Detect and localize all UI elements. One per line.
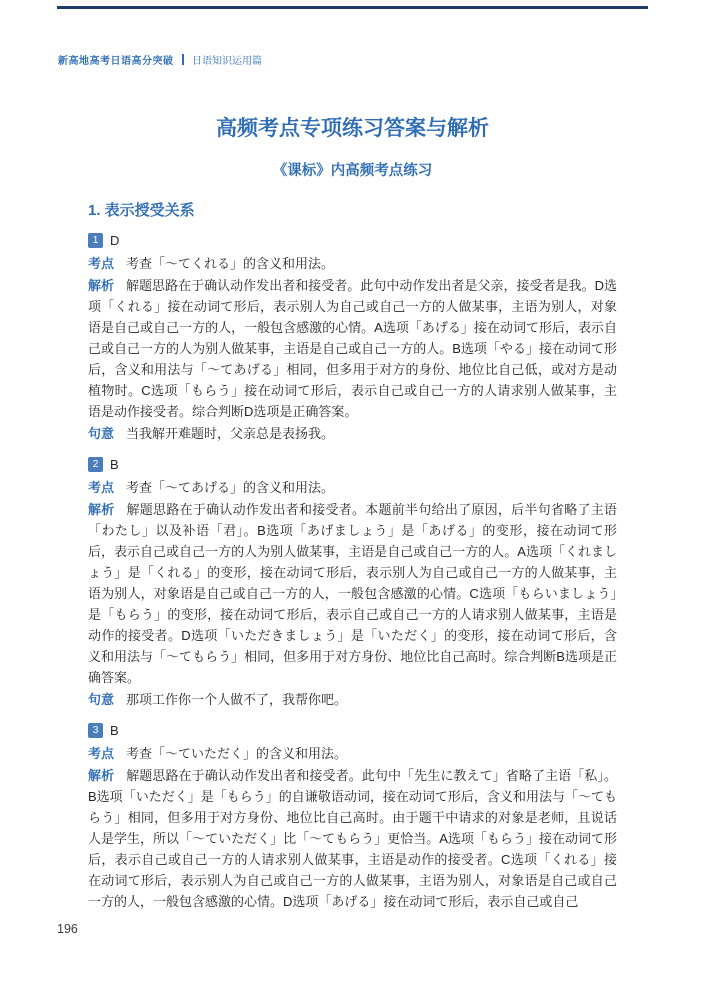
top-rule [57, 6, 648, 9]
question-number-badge: 1 [88, 233, 103, 248]
juyi-text: 当我解开难题时，父亲总是表扬我。 [126, 426, 335, 441]
question-block-3 [88, 722, 617, 912]
juyi-paragraph [88, 689, 617, 710]
running-header [58, 52, 262, 67]
jiexi-text: 解题思路在于确认动作发出者和接受者。此句中动作发出者是父亲，接受者是我。D选项「くれる」接在动词て形后，表示别人为自己或自己一方的人做某事，主语为别人，对象语是自己或自己一方的人，一般包含感激的心情。A选项「あげる」接在动词て形后，表示自己或自己一方的人为别人做某事，主语是自己或自己一方的人。B选项「やる」接在动词て形后，含义和用法与「～てあげる」相同，但多用于对方的身份、地位比自己低，或对方是动植物时。C选项「もらう」接在动词て形后，表示自己或自己一方的人请求别人做某事，主语是动作接受者。综合判断D选项是正确答案。 [88, 278, 617, 419]
kaodian-paragraph [88, 743, 617, 764]
kaodian-text: 考查「～てくれる」的含义和用法。 [126, 256, 335, 271]
answer-line [88, 232, 617, 248]
header-divider [182, 54, 185, 65]
jiexi-text: 解题思路在于确认动作发出者和接受者。此句中「先生に教えて」省略了主语「私」。B选项「いただく」是「もらう」的自谦敬语动词，接在动词て形后，含义和用法与「～てもらう」相同，但多用于对方身份、地位比自己高时。由于题干中请求的对象是老师，且说话人是学生，所以「～ていただく」比「～てもらう」更恰当。A选项「もらう」接在动词て形后，表示自己或自己一方的人请求别人做某事，主语是动作的接受者。C选项「くれる」接在动词て形后，表示别人为自己或自己一方的人做某事，主语为别人，对象语是自己或自己一方的人，一般包含感激的心情。D选项「あげる」接在动词て形后，表示自己或自己 [88, 768, 617, 909]
juyi-paragraph [88, 423, 617, 444]
answer-letter: B [110, 456, 119, 472]
page-number: 196 [57, 922, 78, 936]
question-block-1 [88, 232, 617, 444]
page-title: 高频考点专项练习答案与解析 [216, 117, 489, 140]
section-heading: 1. 表示授受关系 [88, 202, 195, 219]
page-content [88, 116, 617, 912]
kaodian-text: 考查「～てあげる」的含义和用法。 [126, 480, 335, 495]
juyi-label: 句意 [88, 692, 115, 707]
jiexi-paragraph [88, 499, 617, 688]
page-subtitle: 《课标》内高频考点练习 [272, 163, 433, 179]
answer-letter: B [110, 722, 119, 738]
jiexi-label: 解析 [88, 502, 115, 517]
header-series-title: 新高地高考日语高分突破 [58, 56, 174, 67]
kaodian-label: 考点 [88, 256, 115, 271]
question-number-badge: 2 [88, 457, 103, 472]
answer-line [88, 456, 617, 472]
juyi-label: 句意 [88, 426, 115, 441]
kaodian-label: 考点 [88, 746, 115, 761]
jiexi-paragraph [88, 275, 617, 422]
question-number-badge: 3 [88, 723, 103, 738]
header-section-title: 日语知识运用篇 [192, 56, 262, 67]
kaodian-paragraph [88, 253, 617, 274]
kaodian-label: 考点 [88, 480, 115, 495]
answer-line [88, 722, 617, 738]
kaodian-text: 考查「～ていただく」的含义和用法。 [126, 746, 348, 761]
question-block-2 [88, 456, 617, 710]
juyi-text: 那项工作你一个人做不了，我帮你吧。 [126, 692, 348, 707]
kaodian-paragraph [88, 477, 617, 498]
jiexi-label: 解析 [88, 278, 115, 293]
jiexi-label: 解析 [88, 768, 115, 783]
jiexi-paragraph [88, 765, 617, 912]
jiexi-text: 解题思路在于确认动作发出者和接受者。本题前半句给出了原因，后半句省略了主语「わたし」以及补语「君」。B选项「あげましょう」是「あげる」的变形，接在动词て形后，表示自己或自己一方的人为别人做某事，主语是自己或自己一方的人。A选项「くれましょう」是「くれる」的变形，接在动词て形后，表示别人为自己或自己一方的人做某事，主语为别人，对象语是自己或自己一方的人，一般包含感激的心情。C选项「もらいましょう」是「もらう」的变形，接在动词て形后，表示自己或自己一方的人请求别人做某事，主语是动作的接受者。D选项「いただきましょう」是「いただく」的变形，接在动词て形后，含义和用法与「～てもらう」相同，但多用于对方身份、地位比自己高时。综合判断B选项是正确答案。 [88, 502, 617, 685]
answer-letter: D [110, 232, 120, 248]
